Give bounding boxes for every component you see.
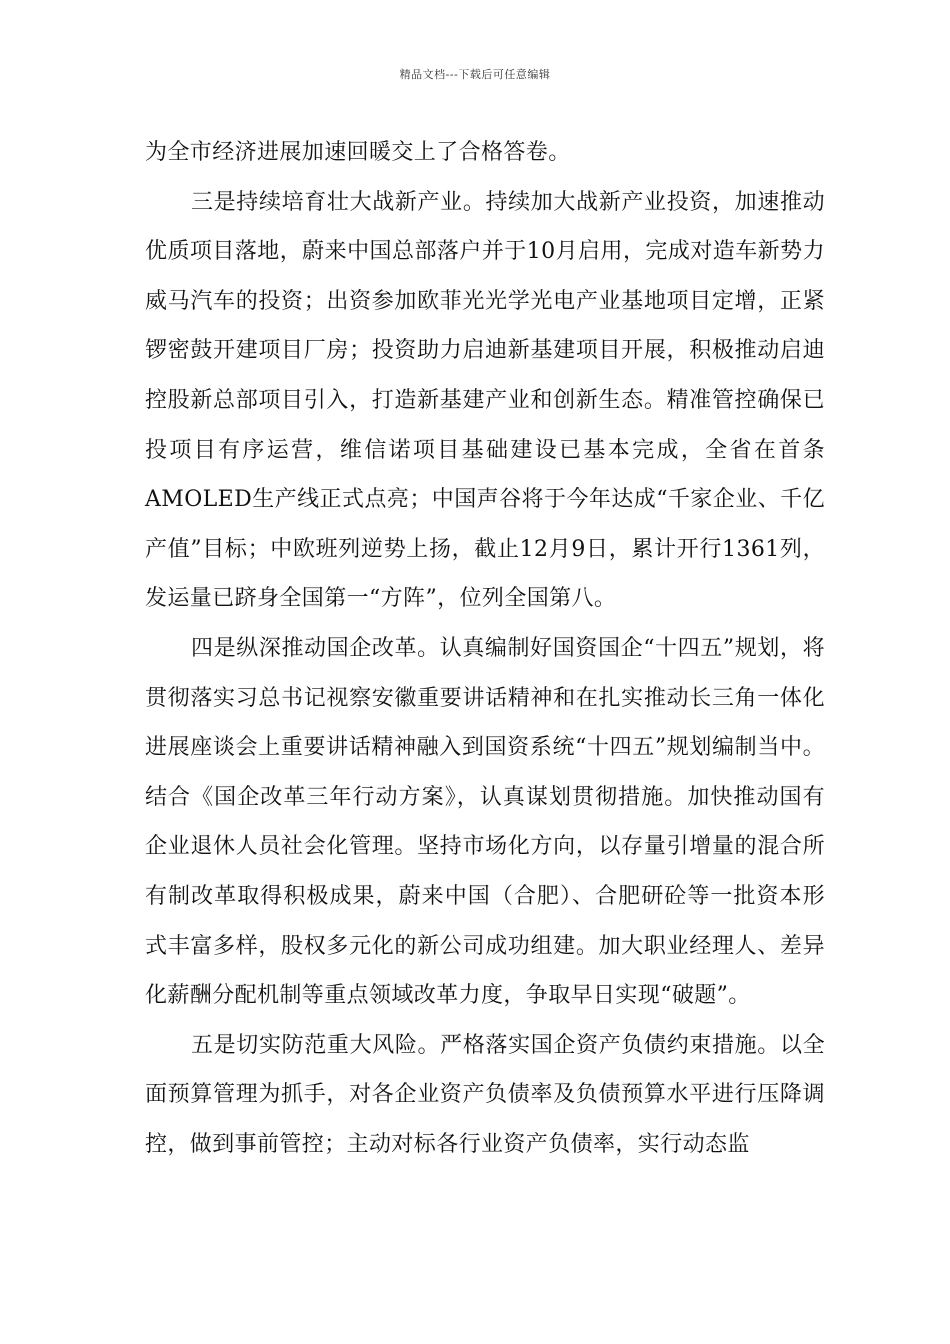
document-body bbox=[145, 128, 825, 1169]
page-header: 精品文档---下载后可任意编辑 bbox=[399, 68, 551, 81]
paragraph-risk-prevention: 五是切实防范重大风险。严格落实国企资产负债约束措施。以全面预算管理为抓手，对各企业资产负债率及负债预算水平进行压降调控，做到事前管控；主动对标各行业资产负债率，实行动态监 bbox=[145, 1032, 825, 1157]
paragraph-soe-reform: 四是纵深推动国企改革。认真编制好国资国企“十四五”规划，将贯彻落实习总书记视察安徽重要讲话精神和在扎实推动长三角一体化进展座谈会上重要讲话精神融入到国资系统“十四五”规划编制当中。结合《国企改革三年行动方案》，认真谋划贯彻措施。加快推动国有企业退休人员社会化管理。坚持市场化方向，以存量引增量的混合所有制改革取得积极成果，蔚来中国（合肥）、合肥研砼等一批资本形式丰富多样，股权多元化的新公司成功组建。加大职业经理人、差异化薪酬分配机制等重点领域改革力度，争取早日实现“破题”。 bbox=[145, 635, 825, 1009]
paragraph-continuation: 为全市经济进展加速回暖交上了合格答卷。 bbox=[145, 140, 571, 165]
paragraph-strategic-industries: 三是持续培育壮大战新产业。持续加大战新产业投资，加速推动优质项目落地，蔚来中国总部落户并于10月启用，完成对造车新势力威马汽车的投资；出资参加欧菲光光学光电产业基地项目定增，正紧锣密鼓开建项目厂房；投资助力启迪新基建项目开展，积极推动启迪控股新总部项目引入，打造新基建产业和创新生态。精准管控确保已投项目有序运营，维信诺项目基础建设已基本完成，全省在首条AMOLED生产线正式点亮；中国声谷将于今年达成“千家企业、千亿产值”目标；中欧班列逆势上扬，截止12月9日，累计开行1361列，发运量已跻身全国第一“方阵”，位列全国第八。 bbox=[145, 189, 825, 612]
